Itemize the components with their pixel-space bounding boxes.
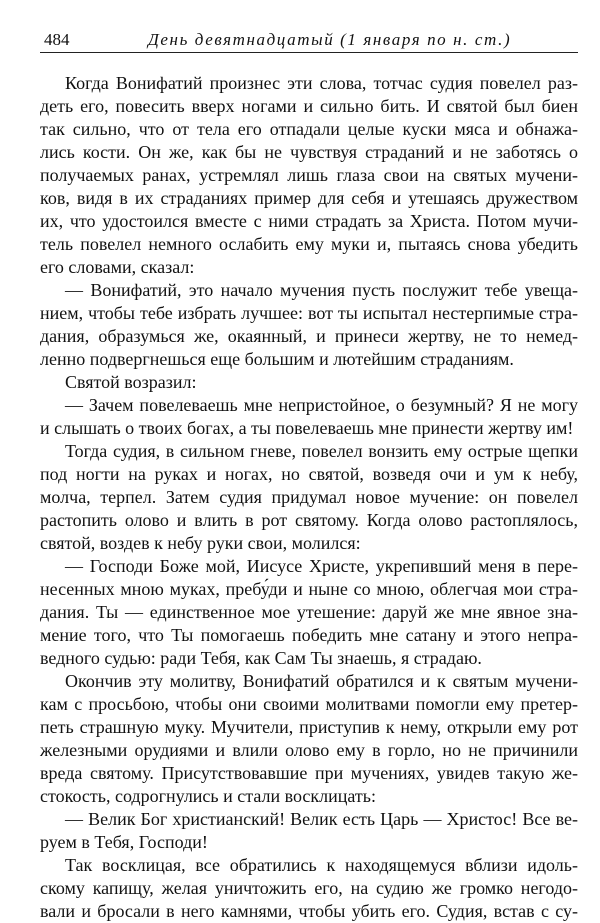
text-line: дания, образумься же, окаянный, и принеси жертву, не то немед-: [40, 326, 578, 346]
text-line: скому капищу, желая уничтожить его, на судию же громко негодо-: [40, 878, 578, 898]
text-line: Так восклицая, все обратились к находящемуся вблизи идоль-: [65, 855, 578, 875]
text-line: вреда святому. Присутствовавшие при мучениях, увидев такую же-: [40, 763, 578, 783]
text-line: под ногти на руках и ногах, но святой, возведя очи и ум к небу,: [40, 464, 578, 484]
text-line: Когда Вонифатий произнес эти слова, тотчас судия повелел раз-: [65, 73, 578, 93]
text-line: и слышать о твоих богах, а ты повелеваешь мне принести жертву им!: [40, 418, 574, 438]
text-line: лись кости. Он же, как бы не чувствуя страданий и не заботясь о: [40, 142, 578, 162]
text-line: ведного судью: ради Тебя, как Сам Ты знаешь, я страдаю.: [40, 648, 482, 668]
text-line: кам с просьбою, чтобы они своими молитвами помогли ему претер-: [40, 694, 578, 714]
text-line: растопить олово и влить в рот святому. Когда олово растоплялось,: [40, 510, 578, 530]
text-line: — Господи Боже мой, Иисусе Христе, укрепивший меня в пере-: [65, 556, 578, 576]
text-line: дания. Ты — единственное мое утешение: даруй же мне явное зна-: [40, 602, 578, 622]
text-line: тель повелел немного ослабить ему муки и, пытаясь снова убедить: [40, 234, 578, 254]
text-line: несенных мною муках, пребу́ди и ныне со мною, облегчая мои стра-: [40, 579, 578, 599]
text-line: руем в Тебя, Господи!: [40, 832, 208, 852]
text-line: железными орудиями и влили олово ему в горло, но не причинили: [40, 740, 578, 760]
text-line: — Велик Бог христианский! Велик есть Царь — Христос! Все ве-: [65, 809, 578, 829]
text-line: святой, воздев к небу руки свои, молился:: [40, 533, 361, 553]
text-line: ков, видя в их страданиях пример для себя и утешаясь дружеством: [40, 188, 578, 208]
text-line: Святой возразил:: [65, 372, 197, 392]
text-line: получаемых ранах, устремлял лишь глаза свои на святых мучени-: [40, 165, 578, 185]
page-header: [40, 22, 578, 53]
text-line: ленно подвергнешься еще большим и лютейшим страданиям.: [40, 349, 514, 369]
body-text: [40, 72, 578, 923]
text-line: — Зачем повелеваешь мне непристойное, о безумный? Я не могу: [65, 395, 578, 415]
text-line: Окончив эту молитву, Вонифатий обратился и к святым мучени-: [65, 671, 578, 691]
text-line: так сильно, что от тела его отпадали целые куски мяса и обнажа-: [40, 119, 578, 139]
running-head: День девятнадцатый (1 января по н. ст.): [148, 30, 512, 49]
text-line: деть его, повесить вверх ногами и сильно бить. И святой был биен: [40, 96, 578, 116]
text-line: стокость, содрогнулись и стали восклицать:: [40, 786, 377, 806]
text-line: мение того, что Ты помогаешь победить мне сатану и этого непра-: [40, 625, 578, 645]
text-line: петь страшную муку. Мучители, приступив к нему, открыли ему рот: [40, 717, 578, 737]
text-line: его словами, сказал:: [40, 257, 195, 277]
page-number: 484: [44, 30, 70, 49]
text-line: Тогда судия, в сильном гневе, повелел вонзить ему острые щепки: [65, 441, 578, 461]
text-line: молча, терпел. Затем судия придумал новое мучение: он повелел: [40, 487, 578, 507]
text-line: вали и бросали в него камнями, чтобы убить его. Судия, встав с су-: [40, 901, 578, 921]
text-line: их, что удостоился вместе с ними страдать за Христа. Потом мучи-: [40, 211, 578, 231]
text-line: — Вонифатий, это начало мучения пусть послужит тебе увеща-: [65, 280, 578, 300]
text-line: нием, чтобы тебе избрать лучшее: вот ты испытал нестерпимые стра-: [40, 303, 578, 323]
